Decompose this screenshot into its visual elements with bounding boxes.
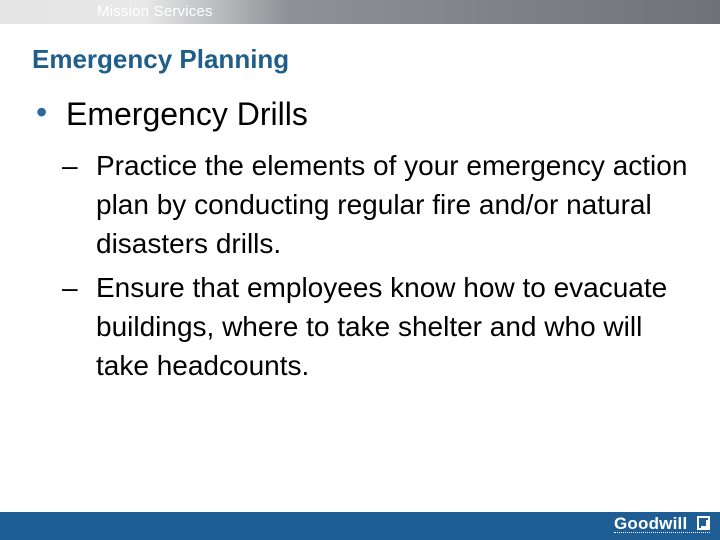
bullet-icon: • [36,94,48,130]
dash-icon: – [62,272,78,303]
footer-bar [0,512,720,540]
goodwill-smile-mark-icon [697,516,710,530]
sub-bullet-practice [62,146,702,263]
sub-bullet-text: Ensure that employees know how to evacuate buildings, where to take shelter and who will take headcounts. [96,272,668,381]
sub-bullet-text: Practice the elements of your emergency action plan by conducting regular fire and/or natural disasters drills. [96,150,688,259]
logo-tagline-rule [614,532,710,536]
section-label: Mission Services [97,3,213,20]
goodwill-logo [614,514,710,538]
sub-bullet-ensure [62,268,702,385]
logo-text: Goodwill [614,514,688,533]
header-bar [0,0,720,24]
dash-icon: – [62,150,78,181]
bullet-emergency-drills: Emergency Drills [66,96,308,132]
slide-title: Emergency Planning [32,44,290,74]
